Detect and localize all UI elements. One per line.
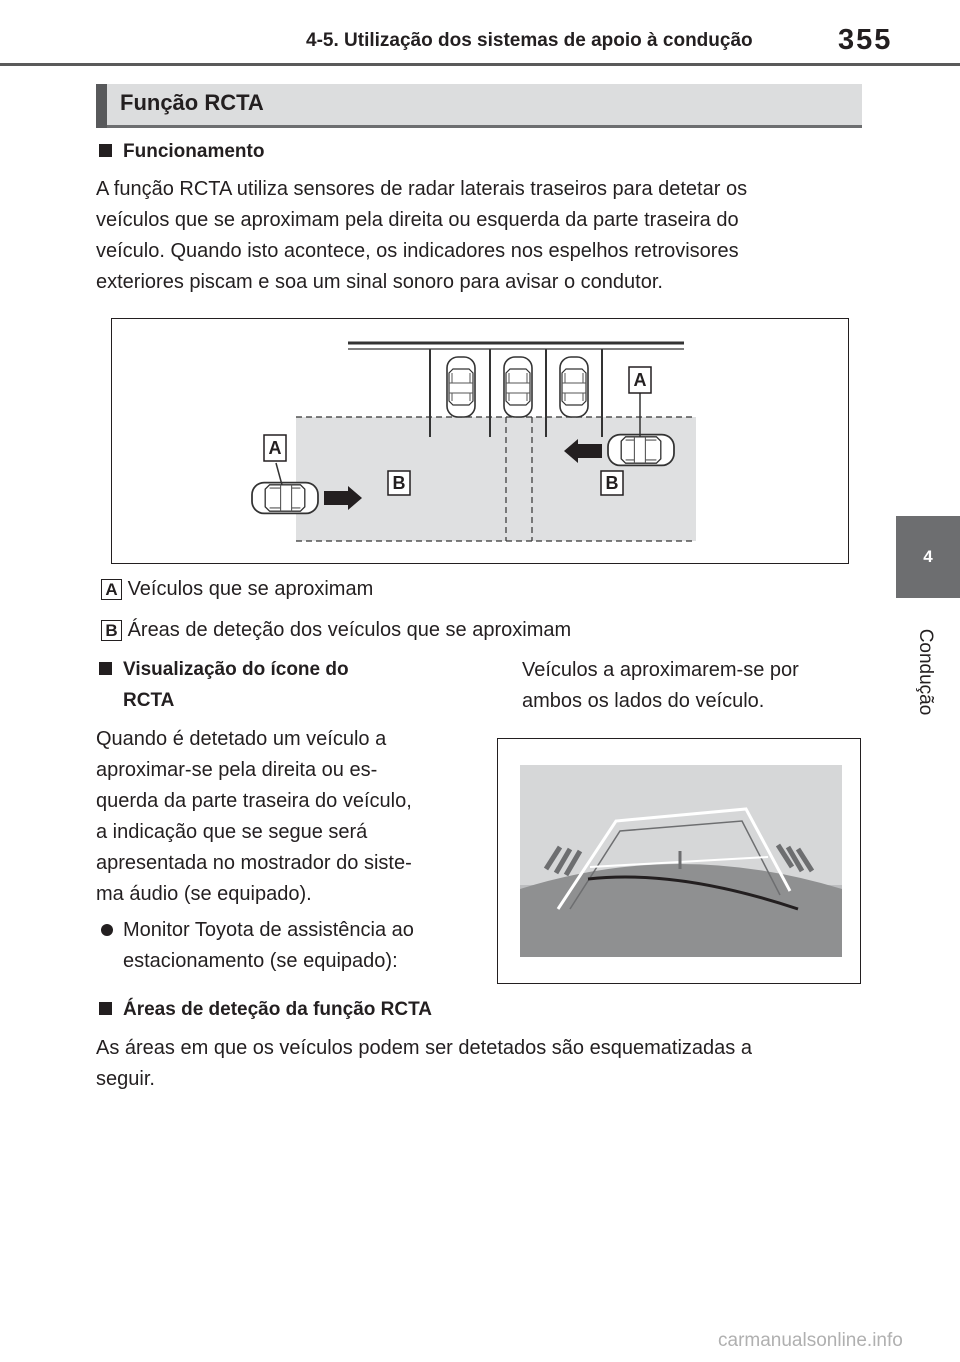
funcionamento-heading-text: Funcionamento	[123, 141, 265, 162]
paragraph-line: a indicação que se segue será	[96, 821, 368, 843]
visualizacao-paragraph	[96, 724, 476, 910]
right-column-line: ambos os lados do veículo.	[522, 690, 765, 712]
bullet-line2: estacionamento (se equipado):	[123, 950, 398, 972]
legend-key-b: B	[101, 620, 122, 641]
section-heading: Função RCTA	[120, 90, 264, 115]
paragraph-line: As áreas em que os veículos podem ser detetados são esquematizadas a	[96, 1037, 752, 1059]
paragraph-line: seguir.	[96, 1068, 155, 1090]
page-number: 355	[838, 24, 893, 56]
watermark: carmanualsonline.info	[718, 1330, 903, 1351]
rcta-parking-diagram	[111, 318, 849, 564]
paragraph-line: veículo. Quando isto acontece, os indicadores nos espelhos retrovisores	[96, 240, 739, 262]
legend-item-b	[101, 615, 571, 646]
paragraph-line: A função RCTA utiliza sensores de radar laterais traseiros para detetar os	[96, 178, 748, 200]
label-b-right-text: B	[605, 473, 619, 493]
paragraph-line: apresentada no mostrador do siste-	[96, 852, 412, 874]
section-heading-box	[96, 84, 862, 128]
visualizacao-heading-line2: RCTA	[123, 690, 175, 711]
legend-text-b: Áreas de deteção dos veículos que se aproximam	[127, 619, 572, 641]
chapter-tab	[896, 516, 960, 598]
square-bullet-icon	[99, 1002, 112, 1015]
chapter-label-text: Condução	[915, 628, 936, 716]
right-column-text	[522, 655, 799, 717]
label-b-left-text: B	[392, 473, 406, 493]
visualizacao-heading	[99, 654, 429, 716]
rcta-monitor-display	[497, 738, 861, 984]
paragraph-line: aproximar-se pela direita ou es-	[96, 759, 378, 781]
funcionamento-heading	[99, 136, 264, 167]
square-bullet-icon	[99, 144, 112, 157]
bullet-line1: Monitor Toyota de assistência ao	[123, 919, 414, 941]
legend-key-a: A	[101, 579, 122, 600]
chapter-number: 4	[923, 547, 933, 566]
areas-heading	[99, 994, 432, 1025]
paragraph-line: exteriores piscam e soa um sinal sonoro para avisar o condutor.	[96, 271, 663, 293]
label-a-left-text: A	[268, 438, 282, 458]
areas-heading-text: Áreas de deteção da função RCTA	[123, 999, 433, 1020]
monitor-bullet	[101, 915, 481, 977]
header-section-title: 4-5. Utilização dos sistemas de apoio à condução	[306, 30, 753, 51]
monitor-display-illustration	[498, 739, 859, 982]
areas-paragraph	[96, 1033, 752, 1095]
label-a-right-text: A	[633, 370, 647, 390]
parking-diagram-illustration	[112, 319, 847, 562]
right-column-line: Veículos a aproximarem-se por	[522, 659, 799, 681]
legend-item-a	[101, 574, 373, 605]
paragraph-line: veículos que se aproximam pela direita ou esquerda da parte traseira do	[96, 209, 739, 231]
visualizacao-heading-line1: Visualização do ícone do	[123, 659, 349, 680]
paragraph-line: Quando é detetado um veículo a	[96, 728, 387, 750]
section-heading-bar	[96, 84, 107, 128]
chapter-label	[905, 612, 945, 732]
bullet-dot-icon	[101, 924, 113, 936]
legend-text-a: Veículos que se aproximam	[127, 578, 374, 600]
funcionamento-paragraph	[96, 174, 747, 298]
header-rule	[0, 63, 960, 66]
paragraph-line: ma áudio (se equipado).	[96, 883, 312, 905]
paragraph-line: querda da parte traseira do veículo,	[96, 790, 412, 812]
square-bullet-icon	[99, 662, 112, 675]
